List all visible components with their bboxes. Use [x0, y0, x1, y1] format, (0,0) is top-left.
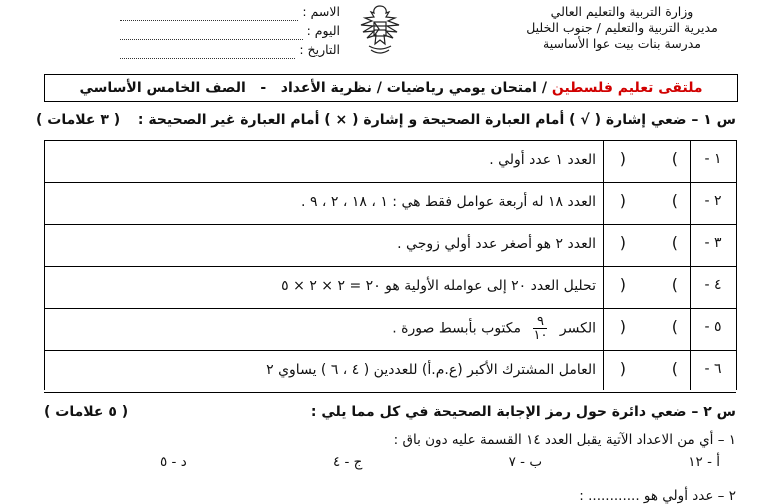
- day-label: اليوم :: [306, 23, 340, 38]
- answer-paren-open[interactable]: ): [671, 191, 678, 210]
- name-label: الاسم :: [302, 4, 340, 19]
- q1-row-1: [44, 141, 736, 183]
- q1-statement: العدد ١ عدد أولي .: [489, 152, 596, 168]
- option-c[interactable]: ج - ٤: [332, 454, 363, 470]
- fraction-text: مكتوب بأبسط صورة .: [392, 320, 522, 337]
- table-divider-number: [690, 140, 691, 390]
- q1-row-number: ٥ -: [704, 319, 722, 335]
- q1-statement: العدد ١٨ له أربعة عوامل فقط هي : ١ ، ١٨ ، ٢ ، ٩ .: [301, 194, 596, 210]
- school-name: مدرسة بنات بيت عوا الأساسية: [543, 36, 701, 51]
- answer-paren-close[interactable]: (: [619, 149, 626, 168]
- q1-table: [44, 140, 736, 393]
- table-divider-answer: [603, 140, 604, 390]
- answer-paren-open[interactable]: ): [671, 149, 678, 168]
- table-border-left: [44, 140, 45, 390]
- forum-name: ملتقى تعليم فلسطين: [551, 80, 703, 96]
- answer-paren-close[interactable]: (: [619, 233, 626, 252]
- q2-options: [160, 454, 720, 470]
- q2-heading: [44, 404, 736, 420]
- q2-question-2: ٢ – عدد أولي هو ............ :: [579, 488, 736, 504]
- q1-row-6: [44, 351, 736, 392]
- answer-paren-close[interactable]: (: [619, 359, 626, 378]
- q1-row-number: ١ -: [704, 151, 722, 167]
- q1-row-number: ٦ -: [704, 361, 722, 377]
- date-field[interactable]: [120, 46, 295, 59]
- answer-paren-open[interactable]: ): [671, 359, 678, 378]
- q1-heading: [36, 112, 736, 128]
- option-a[interactable]: أ - ١٢: [688, 454, 720, 470]
- q1-statement: العدد ٢ هو أصغر عدد أولي زوجي .: [397, 236, 596, 252]
- q1-heading-text: س ١ – ضعي إشارة ( √ ) أمام العبارة الصحيحة و إشارة ( × ) أمام العبارة غير الصحيحة :: [137, 112, 736, 128]
- q1-row-3: [44, 225, 736, 267]
- ministry-name: وزارة التربية والتعليم العالي: [550, 4, 694, 19]
- q1-statement: تحليل العدد ٢٠ إلى عوامله الأولية هو ٢٠ = ٢ × ٢ × ٥: [281, 278, 596, 294]
- q1-row-2: [44, 183, 736, 225]
- option-d[interactable]: د - ٥: [160, 454, 187, 470]
- answer-paren-open[interactable]: ): [671, 275, 678, 294]
- q2-marks: ( ٥ علامات ): [44, 404, 129, 420]
- q1-row-number: ٤ -: [704, 277, 722, 293]
- answer-paren-close[interactable]: (: [619, 275, 626, 294]
- exam-title-box: [44, 74, 738, 102]
- fraction-label: الكسر: [559, 320, 596, 337]
- q1-marks: ( ٣ علامات ): [36, 112, 121, 128]
- answer-paren-open[interactable]: ): [671, 317, 678, 336]
- school-header: [492, 4, 752, 52]
- option-b[interactable]: ب - ٧: [508, 454, 543, 470]
- q2-heading-text: س ٢ – ضعي دائرة حول رمز الإجابة الصحيحة في كل مما يلي :: [310, 404, 736, 420]
- directorate-name: مديرية التربية والتعليم / جنوب الخليل: [526, 20, 718, 35]
- q1-row-4: [44, 267, 736, 309]
- exam-title: / امتحان يومي رياضيات / نظرية الأعداد - الصف الخامس الأساسي: [79, 80, 552, 96]
- q1-row-number: ٣ -: [704, 235, 722, 251]
- fraction-numerator: ٩: [533, 315, 547, 329]
- day-field[interactable]: [120, 27, 303, 40]
- table-border-right: [736, 140, 737, 390]
- q2-question-1: ١ – أي من الاعداد الآتية يقبل العدد ١٤ القسمة عليه دون باق :: [393, 432, 736, 448]
- answer-paren-open[interactable]: ): [671, 233, 678, 252]
- date-label: التاريخ :: [299, 42, 340, 57]
- q1-statement: العامل المشترك الأكبر (ع.م.أ) للعددين ( ٤ ، ٦ ) يساوي ٢: [266, 362, 596, 378]
- answer-paren-close[interactable]: (: [619, 191, 626, 210]
- fraction: [533, 315, 547, 342]
- student-info: [120, 2, 340, 59]
- name-field[interactable]: [120, 8, 298, 21]
- answer-paren-close[interactable]: (: [619, 317, 626, 336]
- q1-row-number: ٢ -: [704, 193, 722, 209]
- q1-statement: [392, 315, 596, 342]
- q1-row-5: [44, 309, 736, 351]
- fraction-denominator: ١٠: [533, 328, 548, 343]
- palestine-emblem-icon: [355, 0, 405, 64]
